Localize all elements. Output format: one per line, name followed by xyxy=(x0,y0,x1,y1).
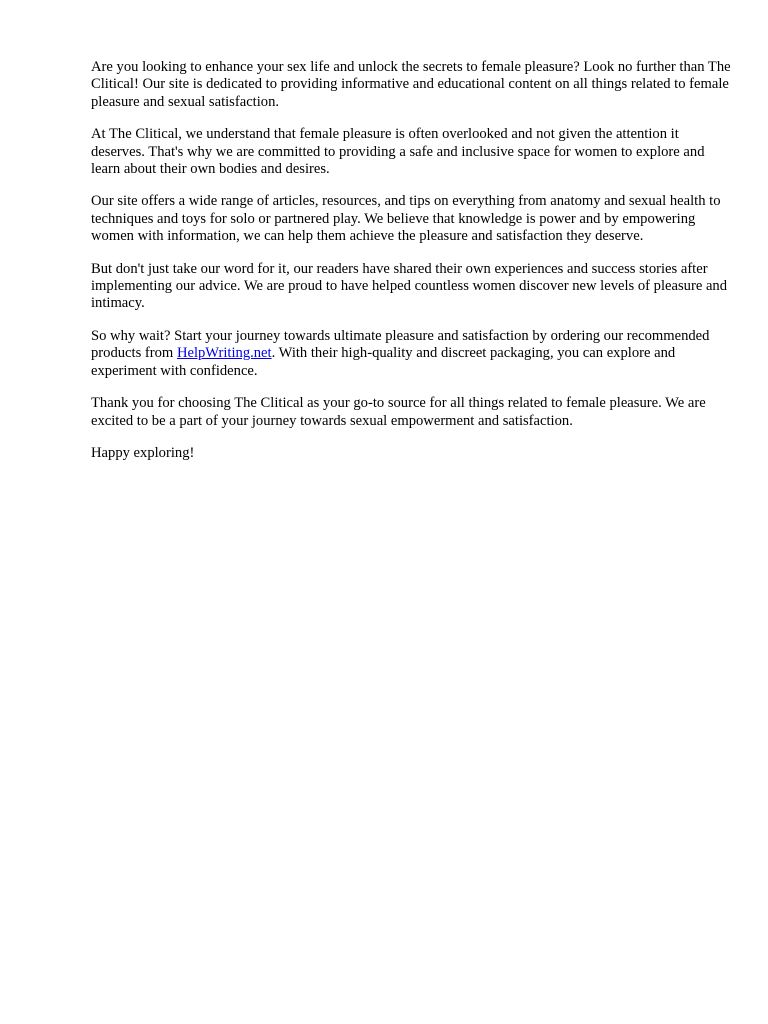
paragraph-offerings: Our site offers a wide range of articles, resources, and tips on everything from anatomy and sexual health to techniques and toys for solo or partnered play. We believe that knowledge is power and by empowering women with information, we can help them achieve the pleasure and satisfaction they deserve. xyxy=(91,193,721,245)
paragraph-call-to-action xyxy=(91,328,731,380)
paragraph-sign-off: Happy exploring! xyxy=(91,444,195,461)
paragraph-intro: Are you looking to enhance your sex life and unlock the secrets to female pleasure? Look no further than The Clitical! Our site is dedicated to providing informative and educational content on all things related to female pleasure and sexual satisfaction. xyxy=(91,59,731,110)
paragraph-thank-you: Thank you for choosing The Clitical as your go-to source for all things related to female pleasure. We are excited to be a part of your journey towards sexual empowerment and satisfaction. xyxy=(91,395,706,429)
cta-text-before-link: So why wait? Start your journey towards ultimate pleasure and satisfaction by ordering our recommended products from xyxy=(91,327,710,362)
paragraph-mission: At The Clitical, we understand that female pleasure is often overlooked and not given the attention it deserves. That's why we are committed to providing a safe and inclusive space for women to explore and learn about their own bodies and desires. xyxy=(91,126,705,178)
helpwriting-link[interactable]: HelpWriting.net xyxy=(176,345,272,362)
document-body xyxy=(91,59,731,477)
cta-text-after-link: . With their high-quality and discreet packaging, you can explore and experiment with confidence. xyxy=(91,345,676,379)
paragraph-testimonials: But don't just take our word for it, our readers have shared their own experiences and success stories after implementing our advice. We are proud to have helped countless women discover new levels of pleasure and intimacy. xyxy=(91,260,728,312)
